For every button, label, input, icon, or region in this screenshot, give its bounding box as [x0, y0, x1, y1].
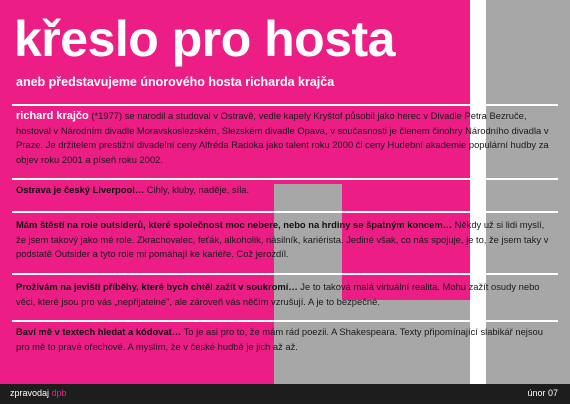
qa-item-3	[16, 280, 552, 309]
qa-item-1	[16, 183, 552, 198]
qa-answer: Někdy už si lidi myslí, že jsem takový jako mé role. Zkrachovalec, feťák, alkoholik, násilník, kariérista. Jediné však, co nás spojuje, je to, že jsem taky v podstatě Outsider a tyto role mi pomáhají ke kariéře. Což jerozdíl.	[16, 219, 549, 260]
footer-publication	[10, 388, 67, 398]
qa-item-4	[16, 325, 552, 354]
page-title: křeslo pro hosta	[14, 11, 395, 67]
divider	[12, 178, 558, 180]
publication-brand: dpb	[51, 388, 67, 398]
qa-question: Prožívám na jevišti příběhy, které bych chtěl zažít v soukromí…	[16, 281, 298, 292]
divider	[12, 320, 558, 322]
divider	[12, 273, 558, 275]
intro-paragraph	[16, 109, 552, 167]
divider	[12, 104, 558, 106]
qa-answer: Je to taková malá virtuální realita. Mohu zažít osudy nebo věci, které jsou pro vás „nepřijatelné", ale zároveň vás něčím vzrušují. A je to bezpečné.	[16, 281, 540, 307]
footer-issue: únor 07	[527, 388, 558, 398]
qa-item-2	[16, 218, 552, 262]
qa-question: Ostrava je český Liverpool…	[16, 184, 145, 195]
divider	[12, 211, 558, 213]
guest-name: richard krajčo	[16, 110, 89, 122]
footer-bar	[0, 384, 570, 404]
qa-question: Baví mě v textech hledat a kódovat…	[16, 326, 182, 337]
intro-text: (*1977) se narodil a studoval v Ostravě, vedle kapely Kryštof působil jako herec v Divadle Petra Bezruče, hostoval v Národním divadle Moravskoslezském, Slezském divadle Opava, v současnosti je členem činohry Národního divadla v Praze. Je držitelem prestižní divadelní ceny Alfréda Radoka jako talent roku 2000 či ceny Hudební akademie populární hudby za objev roku 2001 a píseň roku 2002.	[16, 110, 549, 165]
qa-answer: To je asi pro to, že mám rád poezii. A Shakespeara. Texty připomínající slabikář nejsou pro mě to pravé ořechové. A myslím, že v české hudbě je jich až až.	[16, 326, 543, 352]
qa-answer: Cihly, kluby, naděje, síla.	[144, 184, 250, 195]
qa-question: Mám štěstí na role outsiderů, které společnost moc nebere, nebo na hrdiny se špatným koncem…	[16, 219, 453, 230]
page-subtitle: aneb představujeme únorového hosta richarda krajča	[16, 75, 335, 89]
publication-name: zpravodaj	[10, 388, 50, 398]
